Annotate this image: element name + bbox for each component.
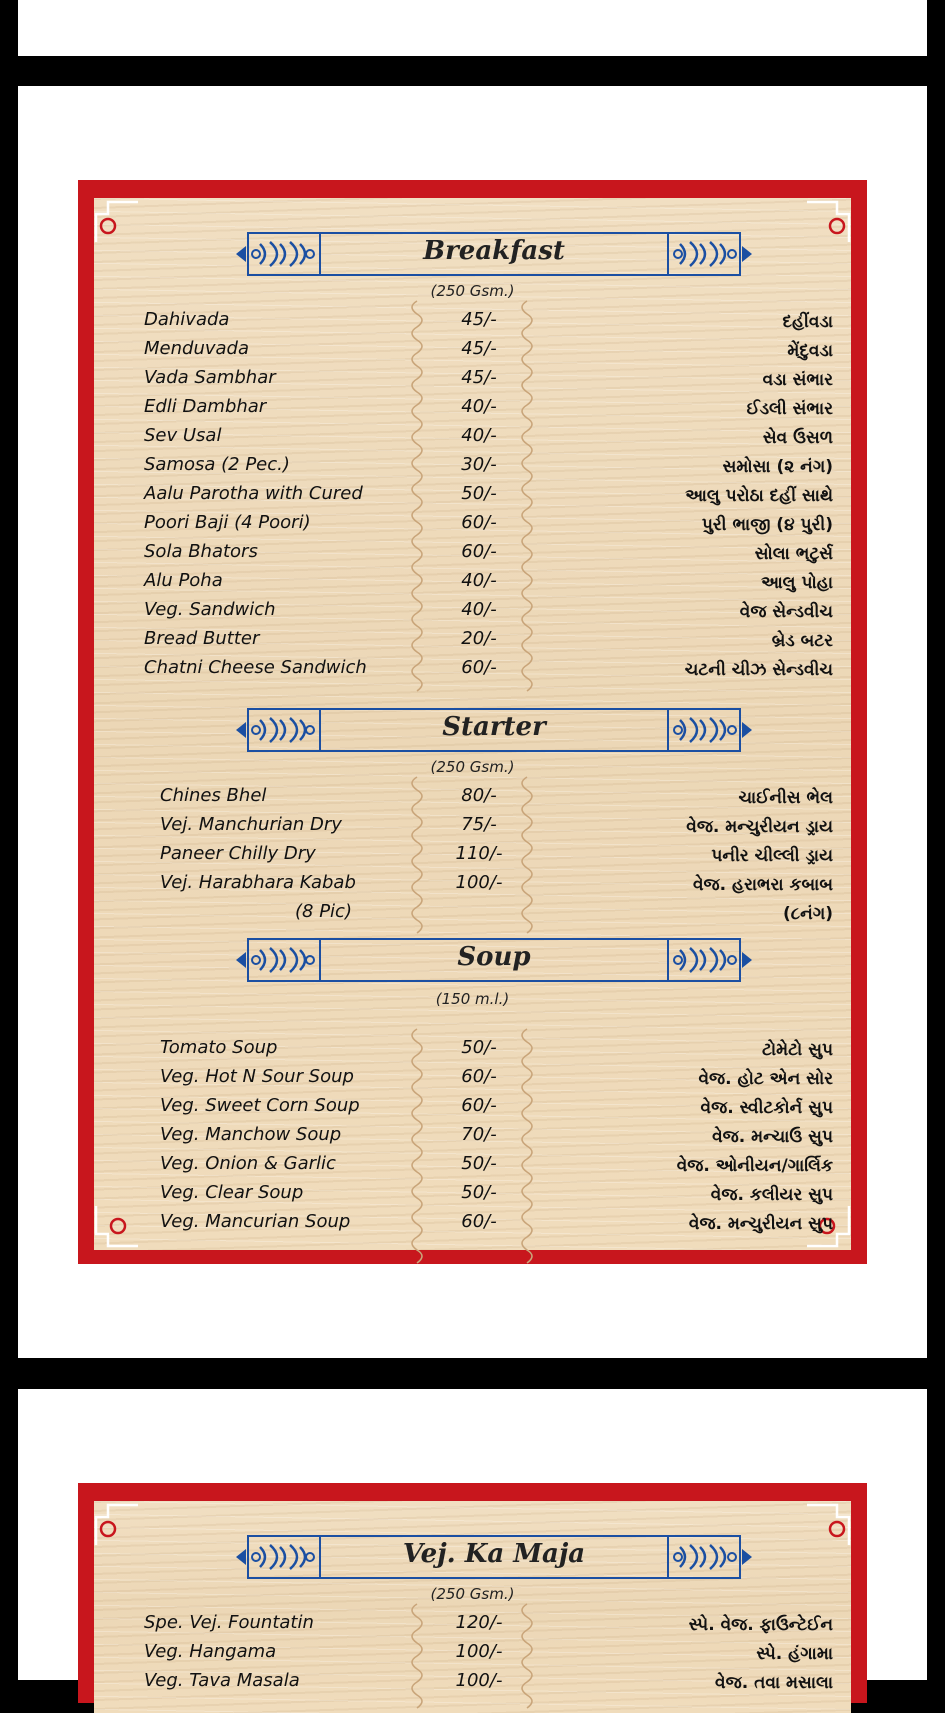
menu-item-name-gujarati: મેંદુવડા [787,341,833,361]
menu-item-price: 45/- [461,309,497,330]
corner-ornament-icon [805,1501,851,1547]
menu-card-frame [78,180,867,1264]
menu-item-name: Veg. Onion & Garlic [160,1153,336,1174]
section-quantity: (150 m.l.) [435,990,510,1008]
menu-item-price [439,897,519,926]
menu-item-name-gujarati: વડા સંભાર [762,370,833,390]
menu-item-name-gujarati: વેજ. ઓનીયન/ગાર્લિક [676,1156,833,1176]
menu-item-price: 100/- [455,872,503,893]
menu-item-price: 20/- [461,628,497,649]
menu-item-price: 50/- [461,483,497,504]
menu-item-name: Samosa (2 Pec.) [144,454,290,475]
section-title: Vej. Ka Maja [402,1539,586,1569]
scroll-ornament-icon [666,1533,754,1581]
menu-item-price: 30/- [461,454,497,475]
menu-item-name-gujarati: વેજ. તવા મસાલા [715,1673,833,1693]
menu-item-name-gujarati: વેજ. હરાભરા કબાબ [692,875,833,895]
menu-item-name-gujarati: ચાઈનીસ ભેલ [738,788,833,808]
menu-item-name-gujarati: પનીર ચીલ્લી ડ્રાય [711,846,833,866]
menu-item-name-gujarati: ચટની ચીઝ સેન્ડવીચ [684,660,833,680]
menu-item-name-gujarati: દહીંવડા [782,312,833,332]
menu-item-price: 100/- [455,1641,503,1662]
menu-item-name: Veg. Hangama [144,1641,277,1662]
menu-item-name-gujarati: આલુ પોહા [761,573,833,593]
menu-page-1 [18,86,927,1358]
section-banner-vej-ka-maja [234,1533,754,1581]
section-banner-soup [234,936,754,984]
vine-divider-icon [404,777,430,928]
menu-item-price: 45/- [461,367,497,388]
corner-ornament-icon [94,198,140,244]
corner-ornament-icon [94,1204,140,1250]
menu-item-price: 60/- [461,512,497,533]
menu-item-price: 40/- [461,599,497,620]
menu-card-panel [94,1501,851,1713]
scroll-ornament-icon [234,1533,322,1581]
menu-item-price: 70/- [461,1124,497,1145]
section-title: Soup [457,942,531,972]
vine-divider-icon [404,1604,430,1697]
menu-item-name-gujarati: વેજ. મન્ચુરીયન ડ્રાય [686,817,833,837]
menu-item-name: Veg. Tava Masala [144,1670,300,1691]
menu-item-name: Alu Poha [144,570,223,591]
section-title: Starter [442,712,546,742]
menu-item-name-gujarati: ટોમેટો સુપ [761,1040,833,1060]
menu-item-name-gujarati: વેજ. મન્ચુરીયન સુપ [688,1214,833,1234]
menu-item-name: Edli Dambhar [144,396,267,417]
menu-item-name-gujarati: આલુ પરોઠા દહીં સાથે [685,486,833,506]
menu-item-price: 60/- [461,541,497,562]
scroll-ornament-icon [234,230,322,278]
menu-item-price: 60/- [461,1095,497,1116]
menu-item-name: Aalu Parotha with Cured [144,483,363,504]
menu-item-name-gujarati: સ્પે. વેજ. ફાઉન્ટેઈન [688,1615,833,1635]
menu-item-name-gujarati: સમોસા (૨ નંગ) [722,457,833,477]
menu-item-name: Vada Sambhar [144,367,276,388]
menu-item-name-gujarati: સેવ ઉસળ [762,428,833,448]
menu-item-name-gujarati: બ્રેડ બટર [771,631,833,651]
menu-item-price: 100/- [455,1670,503,1691]
scroll-ornament-icon [234,936,322,984]
menu-item-name: Poori Baji (4 Poori) [144,512,311,533]
scroll-ornament-icon [234,706,322,754]
menu-item-name: Paneer Chilly Dry [160,843,316,864]
menu-item-name-gujarati: પુરી ભાજી (૪ પુરી) [701,515,833,535]
menu-item-name: Veg. Sweet Corn Soup [160,1095,360,1116]
vine-divider-icon [404,1029,430,1238]
menu-item-price: 40/- [461,396,497,417]
menu-item-name: Veg. Clear Soup [160,1182,304,1203]
menu-item-price: 50/- [461,1153,497,1174]
menu-item-name-gujarati: વેજ. કલીયર સુપ [710,1185,833,1205]
scroll-ornament-icon [666,230,754,278]
menu-item-price: 110/- [455,843,503,864]
menu-item-name-gujarati: વેજ. હોટ એન સોર [698,1069,833,1089]
menu-item-name: Sev Usal [144,425,222,446]
menu-item-price: 40/- [461,425,497,446]
menu-item-name: Veg. Sandwich [144,599,276,620]
menu-item-name-gujarati: ઈડલી સંભાર [746,399,833,419]
menu-item-name: Bread Butter [144,628,260,649]
menu-item-name-gujarati: સોલા ભટુર્સ [754,544,833,564]
menu-item-price: 60/- [461,1066,497,1087]
menu-item-name: Vej. Harabhara Kabab [160,872,356,893]
menu-item-name: Chatni Cheese Sandwich [144,657,367,678]
menu-item-name: Veg. Mancurian Soup [160,1211,351,1232]
section-quantity: (250 Gsm.) [430,758,515,776]
menu-item-price: 45/- [461,338,497,359]
menu-item-name: Sola Bhators [144,541,258,562]
section-quantity: (250 Gsm.) [430,1585,515,1603]
menu-card-frame [78,1483,867,1703]
menu-item-name: Veg. Hot N Sour Soup [160,1066,354,1087]
menu-item-name: Menduvada [144,338,249,359]
scroll-ornament-icon [666,706,754,754]
menu-item-price: 60/- [461,1211,497,1232]
section-banner-starter [234,706,754,754]
corner-ornament-icon [805,198,851,244]
section-banner-breakfast [234,230,754,278]
corner-ornament-icon [94,1501,140,1547]
menu-item-price: 40/- [461,570,497,591]
menu-item-price: 120/- [455,1612,503,1633]
menu-item-name: Vej. Manchurian Dry [160,814,342,835]
menu-item-name: Veg. Manchow Soup [160,1124,342,1145]
menu-item-name-gujarati: (૮નંગ) [783,904,833,924]
vine-divider-icon [404,301,430,684]
menu-item-price: 75/- [461,814,497,835]
menu-page-2 [18,1389,927,1693]
menu-item-price: 80/- [461,785,497,806]
menu-item-price: 50/- [461,1182,497,1203]
menu-item-name: Tomato Soup [160,1037,278,1058]
section-title: Breakfast [423,236,565,266]
menu-item-price: 50/- [461,1037,497,1058]
menu-card-panel [94,198,851,1250]
menu-item-price: 60/- [461,657,497,678]
menu-item-name: Spe. Vej. Fountatin [144,1612,314,1633]
menu-item-name: (8 Pic) [295,901,352,922]
menu-item-name-gujarati: વેજ. સ્વીટકોર્ન સુપ [700,1098,833,1118]
menu-item-name-gujarati: સ્પે. હંગામા [756,1644,833,1664]
menu-item-name: Chines Bhel [160,785,267,806]
menu-item-name: Dahivada [144,309,230,330]
menu-item-name-gujarati: વેજ સેન્ડવીચ [739,602,833,622]
section-quantity: (250 Gsm.) [430,282,515,300]
scroll-ornament-icon [666,936,754,984]
menu-item-name-gujarati: વેજ. મન્ચાઉ સુપ [712,1127,833,1147]
menu-page-top-edge [18,0,927,56]
